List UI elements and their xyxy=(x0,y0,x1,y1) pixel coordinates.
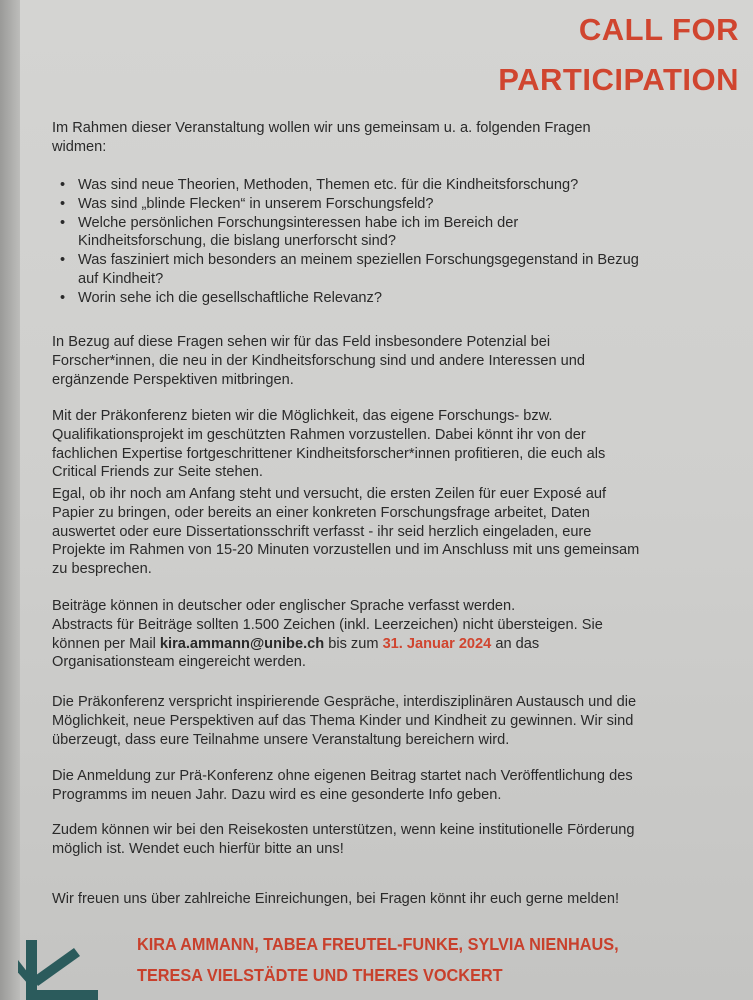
text-line: möglich ist. Wendet euch hierfür bitte an uns! xyxy=(52,840,344,857)
question-item xyxy=(58,214,639,252)
text-line: Zudem können wir bei den Reisekosten unterstützen, wenn keine institutionelle Förderung xyxy=(52,822,635,838)
signature-line-1: KIRA AMMANN, TABEA FREUTEL-FUNKE, SYLVIA NIENHAUS, xyxy=(137,934,619,954)
text-line: widmen: xyxy=(52,138,107,155)
text-line: • Welche persönlichen Forschungsinteressen habe ich im Bereich der xyxy=(78,214,519,231)
deadline: 31. Januar 2024 xyxy=(382,635,492,652)
text-line: ergänzende Perspektiven mitbringen. xyxy=(52,371,294,388)
paragraph xyxy=(52,890,619,909)
text-line: auf Kindheit? xyxy=(78,270,164,287)
title-line-1: CALL FOR xyxy=(578,12,739,47)
text: bis zum xyxy=(324,635,383,652)
text-line: • Was fasziniert mich besonders an meinem speziellen Forschungsgegenstand in Bezug xyxy=(78,252,639,269)
question-list xyxy=(58,176,639,308)
question-item xyxy=(58,195,639,214)
text-line: Critical Friends zur Seite stehen. xyxy=(52,464,263,481)
text-line: • Was sind neue Theorien, Methoden, Themen etc. für die Kindheitsforschung? xyxy=(78,177,579,193)
paragraph xyxy=(52,407,605,482)
question-item xyxy=(58,251,639,289)
email-link[interactable]: kira.ammann@unibe.ch xyxy=(159,635,325,652)
question-item xyxy=(58,176,639,195)
text-line: auswertet oder eure Dissertationsschrift verfasst - ihr seid herzlich eingeladen, eure xyxy=(52,523,592,540)
text-line: Wir freuen uns über zahlreiche Einreichungen, bei Fragen könnt ihr euch gerne melden! xyxy=(52,891,620,907)
text-line: Forscher*innen, die neu in der Kindheitsforschung sind und andere Interessen und xyxy=(52,352,586,369)
text-line: zu besprechen. xyxy=(52,561,152,578)
paragraph xyxy=(52,821,634,859)
text-line: Die Präkonferenz verspricht inspirierende Gespräche, interdisziplinären Austausch und die xyxy=(52,694,637,710)
submission-paragraph xyxy=(52,597,603,672)
text-line: überzeugt, dass eure Teilnahme unsere Veranstaltung bereichern wird. xyxy=(52,731,510,748)
text-line: Mit der Präkonferenz bieten wir die Möglichkeit, das eigene Forschungs- bzw. xyxy=(52,408,553,424)
text-line: Im Rahmen dieser Veranstaltung wollen wir uns gemeinsam u. a. folgenden Fragen xyxy=(52,120,591,136)
text-line: Möglichkeit, neue Perspektiven auf das Thema Kinder und Kindheit zu gewinnen. Wir sind xyxy=(52,712,634,729)
paragraph xyxy=(52,333,585,389)
text-line: Qualifikationsprojekt im geschützten Rahmen vorzustellen. Dabei könnt ihr von der xyxy=(52,426,586,443)
text-line xyxy=(52,635,603,654)
text-line: • Worin sehe ich die gesellschaftliche Relevanz? xyxy=(78,289,382,306)
text-line: Die Anmeldung zur Prä-Konferenz ohne eigenen Beitrag startet nach Veröffentlichung des xyxy=(52,768,633,784)
text-line: • Was sind „blinde Flecken“ in unserem Forschungsfeld? xyxy=(78,195,434,212)
asterisk-logo-icon xyxy=(18,940,98,1000)
intro-paragraph xyxy=(52,119,591,157)
paragraph xyxy=(52,693,636,749)
text-line: Organisationsteam eingereicht werden. xyxy=(52,654,306,671)
screen-edge xyxy=(0,0,20,1000)
paragraph xyxy=(52,485,639,579)
text-line: Programms im neuen Jahr. Dazu wird es eine gesonderte Info geben. xyxy=(52,786,502,803)
text-line: Beiträge können in deutscher oder englischer Sprache verfasst werden. xyxy=(52,598,516,614)
text: an das xyxy=(491,635,540,652)
text-line: Kindheitsforschung, die bislang unerforscht sind? xyxy=(78,233,397,250)
text-line: Projekte im Rahmen von 15-20 Minuten vorzustellen und im Anschluss mit uns gemeinsam xyxy=(52,542,640,559)
paragraph xyxy=(52,767,633,805)
question-item xyxy=(58,289,639,308)
text-line: Papier zu bringen, oder bereits an einer konkreten Forschungsfrage arbeitet, Daten xyxy=(52,504,590,521)
text-line: Abstracts für Beiträge sollten 1.500 Zeichen (inkl. Leerzeichen) nicht übersteigen. Sie xyxy=(52,616,603,633)
text-line: fachlichen Expertise fortgeschrittener Kindheitsforscher*innen profitieren, die euch als xyxy=(52,445,606,462)
title-line-2: PARTICIPATION xyxy=(498,62,739,97)
signature-line-2: TERESA VIELSTÄDTE UND THERES VOCKERT xyxy=(137,965,503,985)
text: können per Mail xyxy=(52,635,160,652)
text-line: In Bezug auf diese Fragen sehen wir für das Feld insbesondere Potenzial bei xyxy=(52,334,551,350)
text-line: Egal, ob ihr noch am Anfang steht und versucht, die ersten Zeilen für euer Exposé auf xyxy=(52,486,607,502)
